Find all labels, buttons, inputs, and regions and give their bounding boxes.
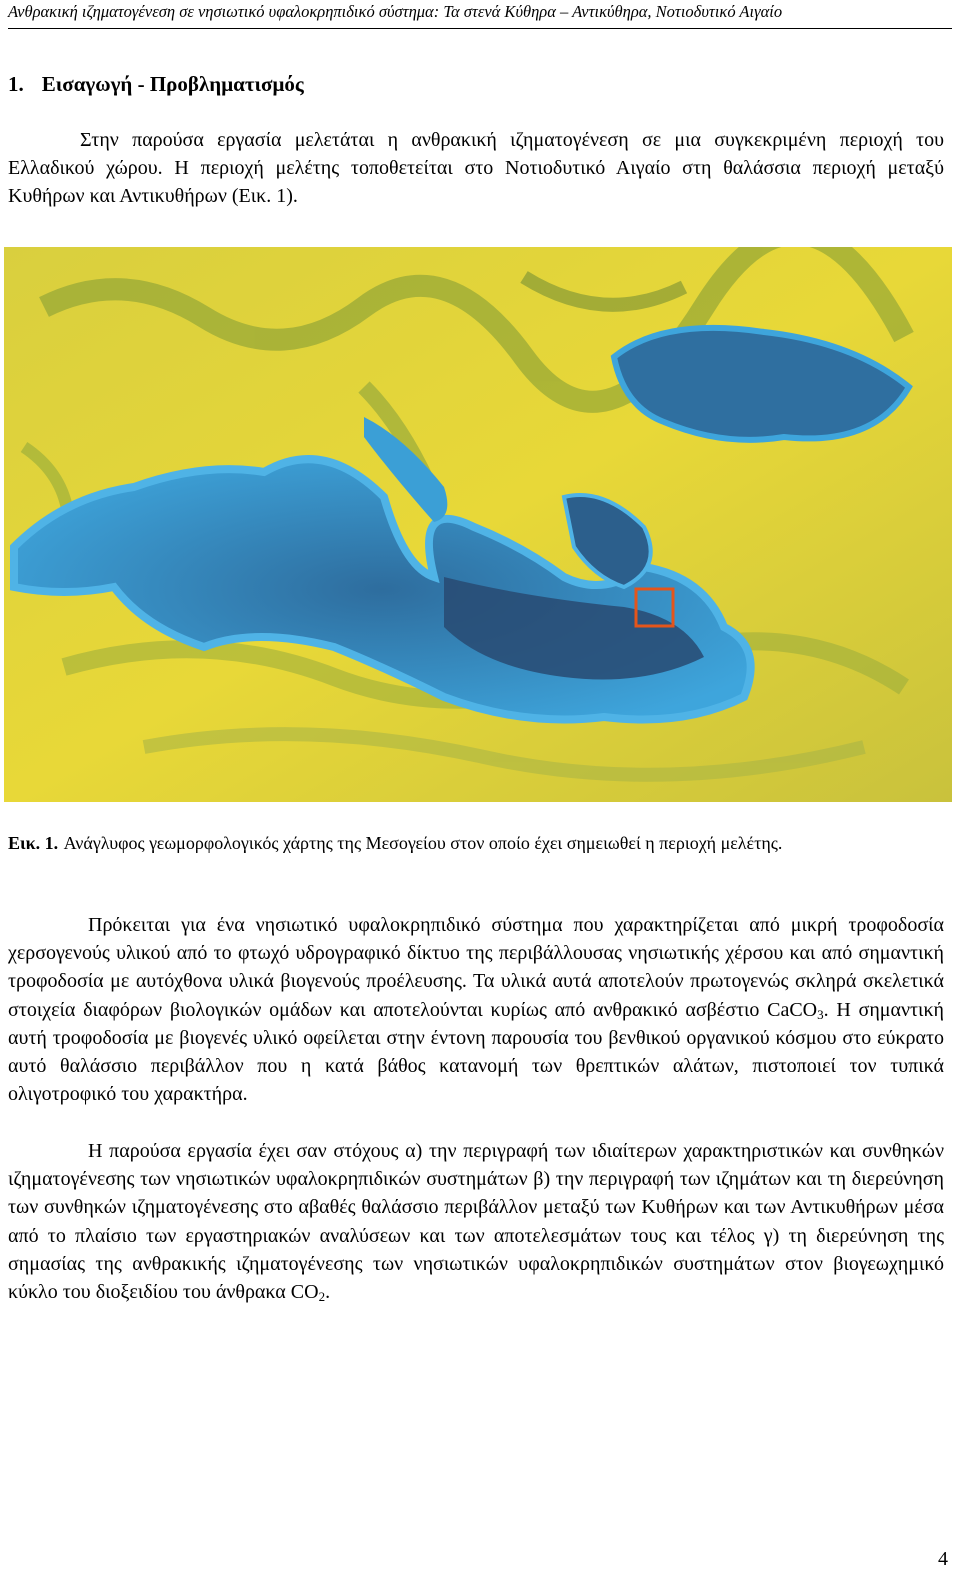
section-number: 1. xyxy=(8,72,24,96)
third-paragraph-main: Η παρούσα εργασία έχει σαν στόχους α) την περιγραφή των ιδιαίτερων χαρακτηριστικών και συνθηκών ιζηματογένεσης των νησιωτικών υφαλοκρηπιδικών συστημάτων β) την περιγραφή των ιζημάτων και τη διερεύνηση των συνθηκών ιζηματογένεσης στο αβαθές θαλάσσιο περιβάλλον μεταξύ των Κυθήρων και των Αντικυθήρων μέσα από το πλαίσιο των εργαστηριακών αναλύσεων και των αποτελεσμάτων τους και τέλος γ) τη διερεύνηση της σημασίας της ανθρακικής ιζηματογένεσης των νησιωτικών υφαλοκρηπιδικών συστημάτων στον βιογεωχημικό κύκλο του διοξειδίου του άνθρακα CO xyxy=(8,1140,944,1304)
mediterranean-relief-map xyxy=(4,247,952,802)
figure-caption xyxy=(8,830,944,856)
third-paragraph-tail: . xyxy=(325,1281,331,1304)
section-title: Εισαγωγή - Προβληματισμός xyxy=(41,72,304,96)
second-paragraph xyxy=(8,911,944,1108)
figure-label: Εικ. 1. xyxy=(8,833,59,853)
running-header: Ανθρακική ιζηματογένεση σε νησιωτικό υφαλοκρηπιδικό σύστημα: Τα στενά Κύθηρα – Αντικύθηρα, Νοτιοδυτικό Αιγαίο xyxy=(8,2,783,21)
third-paragraph xyxy=(8,1137,944,1306)
second-paragraph-tail: . Η σημαντική αυτή τροφοδοσία με βιογενές υλικό οφείλεται στην έντονη παρουσία του βενθικού οργανικού κόσμου στο εύκρατο αυτό θαλάσσιο περιβάλλον που η κατά βάθος κατανομή των θρεπτικών αλάτων, πιστοποιεί τον τυπικά ολιγοτροφικό του χαρακτήρα. xyxy=(8,998,944,1106)
intro-paragraph: Στην παρούσα εργασία μελετάται η ανθρακική ιζηματογένεση σε μια συγκεκριμένη περιοχή του Ελλαδικού χώρου. Η περιοχή μελέτης τοποθετείται στο Νοτιοδυτικό Αιγαίο στη θαλάσσια περιοχή μεταξύ Κυθήρων και Αντικυθήρων (Εικ. 1). xyxy=(8,129,944,208)
figure-caption-text: Ανάγλυφος γεωμορφολογικός χάρτης της Μεσογείου στον οποίο έχει σημειωθεί η περιοχή μελέτης. xyxy=(63,833,783,853)
second-paragraph-subscript: 3 xyxy=(817,1006,824,1022)
page-number: 4 xyxy=(938,1548,948,1570)
third-paragraph-subscript: 2 xyxy=(318,1289,326,1305)
header-rule xyxy=(8,28,952,29)
section-heading xyxy=(8,72,304,97)
second-paragraph-main: Πρόκειται για ένα νησιωτικό υφαλοκρηπιδικό σύστημα που χαρακτηρίζεται από μικρή τροφοδοσία χερσογενούς υλικού από το φτωχό υδρογραφικό δίκτυο της περιβάλλουσας νησιωτικής χέρσου και από σημαντική τροφοδοσία με αυτόχθονα υλικά βιογενούς προέλευσης. Τα υλικά αυτά αποτελούν πρωτογενώς σκληρά σκελετικά στοιχεία διαφόρων βιολογικών ομάδων και αποτελούνται κυρίως από ανθρακικό ασβέστιο CaCO xyxy=(8,914,944,1021)
